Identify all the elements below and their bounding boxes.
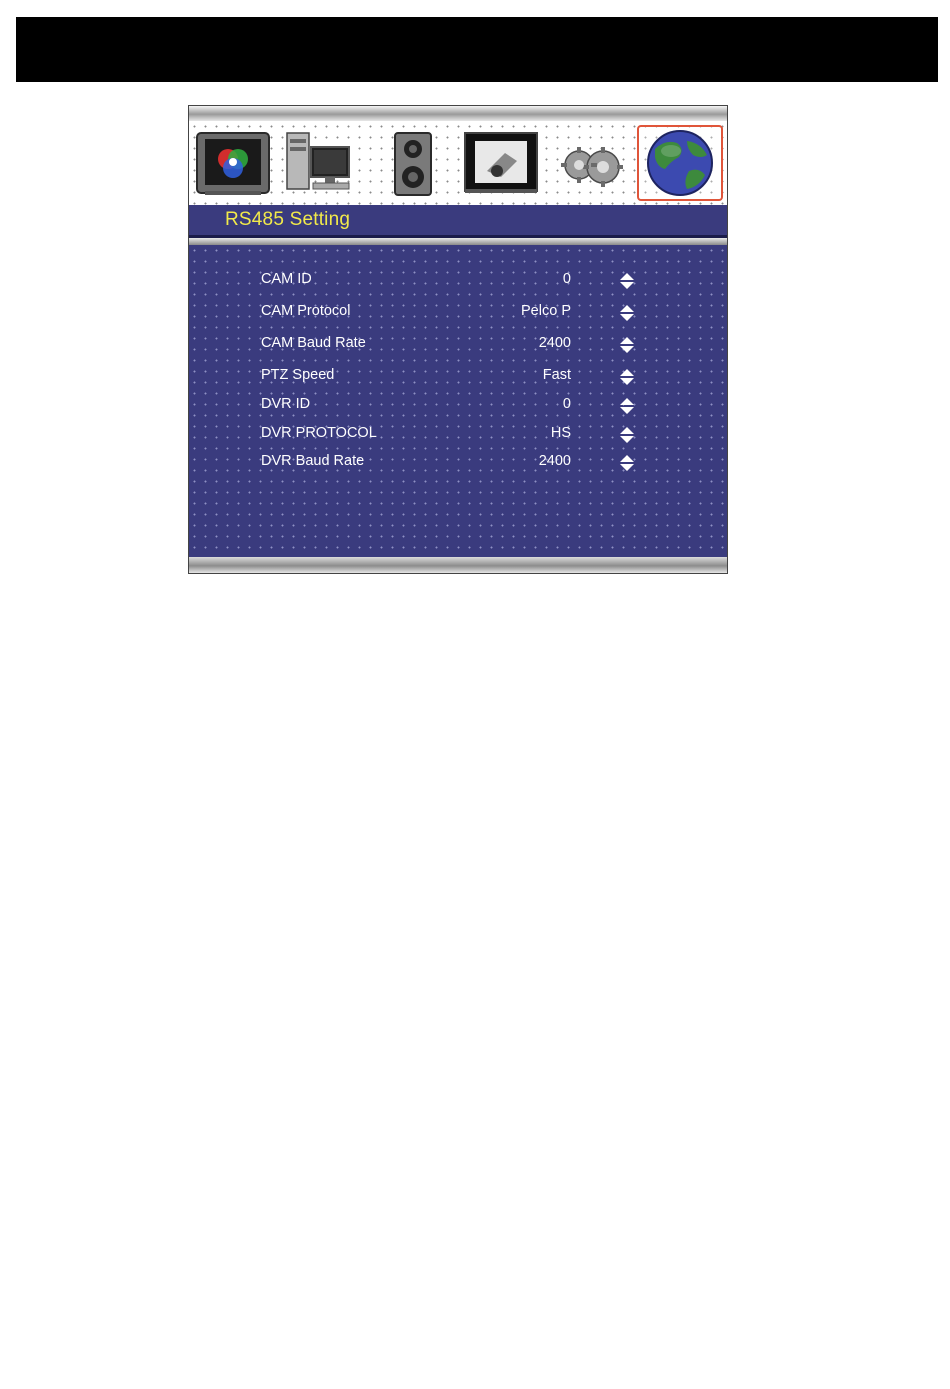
up-down-arrow-icon[interactable] bbox=[619, 336, 635, 354]
setting-label: CAM Protocol bbox=[261, 303, 351, 319]
setting-row-ptz-speed[interactable] bbox=[189, 367, 727, 389]
up-down-arrow-icon[interactable] bbox=[619, 368, 635, 386]
setting-row-cam-protocol[interactable] bbox=[189, 303, 727, 325]
setting-label: DVR Baud Rate bbox=[261, 453, 365, 469]
monitor-color-icon[interactable] bbox=[193, 125, 273, 201]
setting-row-cam-baud-rate[interactable] bbox=[189, 335, 727, 357]
header-bar bbox=[16, 17, 938, 82]
setting-row-cam-id[interactable] bbox=[189, 271, 727, 293]
setting-value: Pelco P bbox=[521, 303, 571, 319]
camera-display-icon[interactable] bbox=[461, 125, 541, 201]
up-down-arrow-icon[interactable] bbox=[619, 454, 635, 472]
menu-title-bar bbox=[189, 205, 727, 238]
setting-value: 2400 bbox=[538, 335, 571, 351]
setting-row-dvr-baud-rate[interactable] bbox=[189, 453, 727, 475]
settings-panel bbox=[189, 245, 727, 557]
setting-label: CAM Baud Rate bbox=[261, 335, 366, 351]
setting-label: DVR PROTOCOL bbox=[261, 425, 377, 441]
menu-icon-strip bbox=[189, 121, 727, 205]
up-down-arrow-icon[interactable] bbox=[619, 397, 635, 415]
setting-value: 0 bbox=[562, 396, 571, 412]
up-down-arrow-icon[interactable] bbox=[619, 272, 635, 290]
setting-label: PTZ Speed bbox=[261, 367, 335, 383]
setting-value: Fast bbox=[542, 367, 571, 383]
up-down-arrow-icon[interactable] bbox=[619, 426, 635, 444]
setting-label: CAM ID bbox=[261, 271, 312, 287]
setting-row-dvr-protocol[interactable] bbox=[189, 425, 727, 447]
setting-value: 2400 bbox=[538, 453, 571, 469]
title-separator bbox=[189, 238, 727, 245]
globe-icon[interactable] bbox=[637, 125, 723, 201]
osd-bottom-bezel bbox=[189, 557, 727, 573]
osd-top-bezel bbox=[189, 106, 727, 121]
computer-icon[interactable] bbox=[277, 125, 357, 201]
setting-value: 0 bbox=[562, 271, 571, 287]
menu-title: RS485 Setting bbox=[225, 209, 351, 230]
setting-row-dvr-id[interactable] bbox=[189, 396, 727, 418]
setting-label: DVR ID bbox=[261, 396, 311, 412]
up-down-arrow-icon[interactable] bbox=[619, 304, 635, 322]
speaker-icon[interactable] bbox=[373, 125, 453, 201]
gears-icon[interactable] bbox=[551, 125, 631, 201]
osd-menu-window bbox=[188, 105, 728, 574]
setting-value: HS bbox=[550, 425, 571, 441]
